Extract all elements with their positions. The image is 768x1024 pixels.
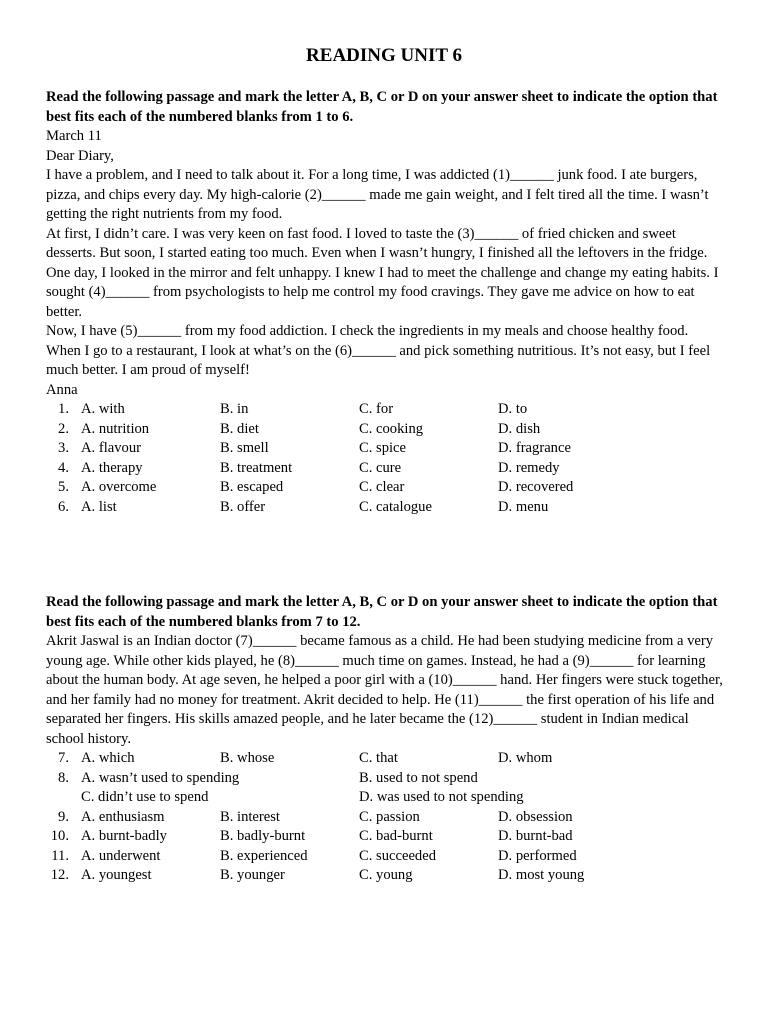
question-number: 9. [58, 808, 69, 825]
option-a: A. wasn’t used to spending [81, 769, 240, 786]
option-b: B. experienced [220, 847, 308, 864]
option-a: A. overcome [81, 479, 157, 495]
passage-text: Akrit Jaswal is an Indian doctor (7)______ became famous as a child. He had been studying medicine from a very young age. While other kids played, he (8)______ much time on games. Instead, he had a (9)______ for learning about the human body. At age seven, he helped a poor girl with a (10)______ hand. Her fingers were stuck together, and her family had no money for treatment. Akrit decided to help. He (11)______ the first operation of his life and separated her fingers. His skills amazed people, and he later became the (12)______ student in Indian medical school history. [46, 633, 723, 747]
question-row [46, 769, 726, 789]
section-2 [46, 593, 726, 886]
diary-paragraph: I have a problem, and I need to talk about it. For a long time, I was addicted (1)______ junk food. I ate burgers, pizza, and chips every day. My high-calorie (2)______ made me gain weight, and I felt tired all the time. I wasn’t getting the right nutrients from my food. [46, 167, 709, 222]
option-b: B. younger [220, 867, 285, 883]
option-b: B. treatment [220, 459, 293, 476]
diary-paragraph: Now, I have (5)______ from my food addiction. I check the ingredients in my meals and choose healthy food. When I go to a restaurant, I look at what’s on the (6)______ and pick something nutritious. It’s not easy, but I feel much better. I am proud of myself! [46, 323, 711, 378]
diary-greeting: Dear Diary, [46, 147, 114, 164]
option-d: D. dish [498, 420, 541, 437]
option-c: C. passion [359, 808, 420, 825]
question-row [46, 827, 726, 847]
question-row [46, 478, 726, 498]
option-b: B. badly-burnt [220, 828, 306, 844]
question-number: 11. [51, 847, 69, 864]
question-number: 7. [58, 750, 69, 766]
option-c: C. catalogue [359, 498, 432, 515]
option-a: A. enthusiasm [81, 808, 165, 825]
option-a: A. underwent [81, 847, 161, 864]
diary-signature: Anna [46, 381, 78, 398]
option-c: C. didn’t use to spend [81, 789, 209, 805]
question-row [46, 847, 726, 867]
option-b: B. diet [220, 420, 259, 437]
question-number: 3. [58, 440, 69, 456]
option-d: D. remedy [498, 459, 560, 476]
option-b: B. interest [220, 808, 280, 825]
option-d: D. burnt-bad [498, 828, 573, 844]
option-b: B. in [220, 401, 249, 417]
option-b: B. used to not spend [359, 769, 478, 786]
diary-paragraph: One day, I looked in the mirror and felt unhappy. I knew I had to meet the challenge and change my eating habits. I sought (4)______ from psychologists to help me control my food cravings. They gave me advice on how to eat better. [46, 264, 719, 320]
option-a: A. with [81, 401, 125, 417]
question-row-continued [46, 788, 726, 808]
option-d: D. most young [498, 867, 585, 883]
question-number: 6. [58, 498, 69, 515]
section-2-instruction: Read the following passage and mark the letter A, B, C or D on your answer sheet to indicate the option that best fits each of the numbered blanks from 7 to 12. [46, 594, 718, 630]
question-number: 8. [58, 769, 69, 786]
option-a: A. youngest [81, 867, 152, 883]
question-number: 4. [58, 459, 69, 476]
option-d: D. was used to not spending [359, 789, 524, 805]
option-c: C. cure [359, 459, 402, 476]
option-d: D. performed [498, 847, 577, 864]
option-b: B. whose [220, 750, 275, 766]
question-list-7-12 [46, 749, 726, 886]
question-number: 2. [58, 420, 69, 437]
diary-date: March 11 [46, 128, 102, 144]
option-c: C. spice [359, 440, 407, 456]
question-row [46, 420, 726, 440]
option-d: D. whom [498, 750, 553, 766]
option-b: B. escaped [220, 479, 284, 495]
option-a: A. which [81, 750, 135, 766]
question-row [46, 808, 726, 828]
option-b: B. offer [220, 498, 266, 515]
option-a: A. list [81, 498, 117, 515]
option-d: D. obsession [498, 808, 573, 825]
option-c: C. for [359, 401, 394, 417]
option-c: C. young [359, 867, 413, 883]
option-b: B. smell [220, 440, 269, 456]
option-d: D. recovered [498, 479, 574, 495]
question-row [46, 400, 726, 420]
option-d: D. menu [498, 498, 549, 515]
option-a: A. nutrition [81, 420, 150, 437]
option-d: D. fragrance [498, 440, 571, 456]
option-c: C. cooking [359, 420, 424, 437]
page-title: READING UNIT 6 [306, 45, 462, 66]
question-number: 10. [50, 828, 69, 844]
question-list-1-6 [46, 400, 726, 517]
question-number: 5. [58, 479, 69, 495]
question-row [46, 459, 726, 479]
diary-paragraph: At first, I didn’t care. I was very keen on fast food. I loved to taste the (3)______ of fried chicken and sweet desserts. But soon, I started eating too much. Even when I wasn’t hungry, I finished all the leftovers in the fridge. [46, 225, 708, 261]
question-row [46, 749, 726, 769]
option-c: C. clear [359, 479, 405, 495]
option-c: C. succeeded [359, 847, 436, 864]
option-a: A. burnt-badly [81, 828, 167, 844]
section-1 [46, 88, 726, 517]
question-number: 1. [58, 401, 69, 417]
question-row [46, 439, 726, 459]
question-row [46, 498, 726, 518]
option-c: C. bad-burnt [359, 828, 433, 844]
section-1-instruction: Read the following passage and mark the letter A, B, C or D on your answer sheet to indicate the option that best fits each of the numbered blanks from 1 to 6. [46, 89, 718, 125]
option-c: C. that [359, 750, 398, 766]
option-a: A. therapy [81, 459, 143, 476]
question-number: 12. [50, 867, 69, 883]
option-d: D. to [498, 401, 528, 417]
option-a: A. flavour [81, 440, 141, 456]
question-row [46, 866, 726, 886]
